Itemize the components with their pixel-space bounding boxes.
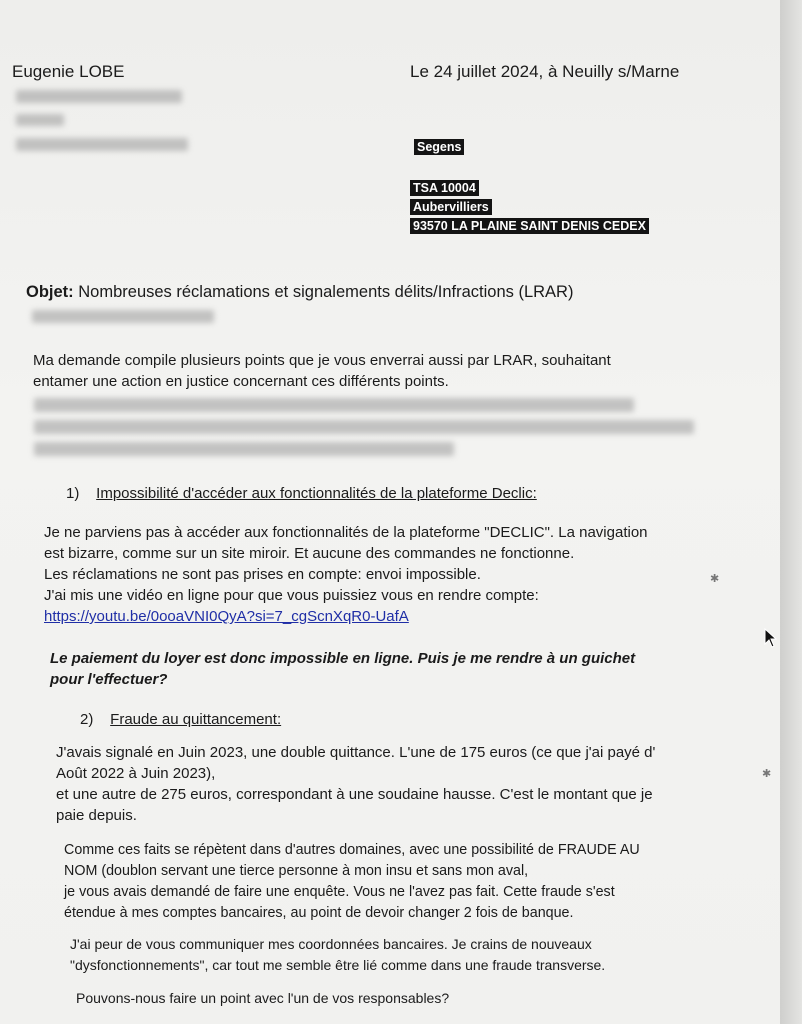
body-line: Comme ces faits se répètent dans d'autres domaines, avec une possibilité de FRAUDE AU xyxy=(64,842,640,858)
paper-mark: ✱ xyxy=(762,768,772,780)
bold-line: Le paiement du loyer est donc impossible en ligne. Puis je me rendre à un guichet xyxy=(50,650,636,667)
subject-label: Objet: xyxy=(26,283,74,301)
section-number: 1) xyxy=(66,485,80,502)
redacted-reference xyxy=(32,310,214,323)
body-line: J'ai peur de vous communiquer mes coordonnées bancaires. Je crains de nouveaux xyxy=(70,936,592,952)
section-2-paragraph-1 xyxy=(56,742,655,826)
intro-line: entamer une action en justice concernant ces différents points. xyxy=(33,373,449,390)
body-line: J'ai mis une vidéo en ligne pour que vous puissiez vous en rendre compte: xyxy=(44,587,539,604)
redacted-text-line xyxy=(34,398,634,412)
section-1-heading xyxy=(66,485,537,502)
video-link[interactable]: https://youtu.be/0ooaVNI0QyA?si=7_cgScnXqR0-UafA xyxy=(44,608,409,625)
body-line: "dysfonctionnements", car tout me semble être lié comme dans une fraude transverse. xyxy=(70,957,606,973)
recipient-name: Segens xyxy=(414,139,464,155)
section-2-paragraph-4 xyxy=(76,988,449,1009)
section-title: Impossibilité d'accéder aux fonctionnalités de la plateforme Declic: xyxy=(96,485,537,502)
body-line: et une autre de 275 euros, correspondant à une soudaine hausse. C'est le montant que je xyxy=(56,786,653,803)
redacted-address-line xyxy=(16,138,188,151)
redacted-text-line xyxy=(34,442,454,456)
intro-paragraph xyxy=(33,350,611,392)
intro-line: Ma demande compile plusieurs points que je vous enverrai aussi par LRAR, souhaitant xyxy=(33,352,611,369)
paper-mark: ✱ xyxy=(710,573,720,585)
body-line: J'avais signalé en Juin 2023, une double quittance. L'une de 175 euros (ce que j'ai payé d' xyxy=(56,744,656,761)
rent-payment-question xyxy=(50,648,635,690)
section-2-heading xyxy=(80,711,281,728)
body-line: Les réclamations ne sont pas prises en compte: envoi impossible. xyxy=(44,566,481,583)
scan-edge xyxy=(780,0,802,1024)
section-2-paragraph-3 xyxy=(70,934,605,976)
body-line: étendue à mes comptes bancaires, au point de devoir changer 2 fois de banque. xyxy=(64,905,574,921)
bold-line: pour l'effectuer? xyxy=(50,671,168,688)
redacted-address-line xyxy=(16,114,64,126)
subject-line xyxy=(26,283,573,302)
date-place: Le 24 juillet 2024, à Neuilly s/Marne xyxy=(410,62,680,81)
recipient-address-line: 93570 LA PLAINE SAINT DENIS CEDEX xyxy=(410,218,649,234)
subject-text: Nombreuses réclamations et signalements délits/Infractions (LRAR) xyxy=(78,283,574,301)
body-line: Je ne parviens pas à accéder aux fonctionnalités de la plateforme "DECLIC". La navigation xyxy=(44,524,648,541)
sender-name: Eugenie LOBE xyxy=(12,62,125,81)
body-line: NOM (doublon servant une tierce personne à mon insu et sans mon aval, xyxy=(64,863,529,879)
section-1-body xyxy=(44,522,648,627)
redacted-address-line xyxy=(16,90,182,103)
section-title: Fraude au quittancement: xyxy=(110,711,282,728)
body-line: je vous avais demandé de faire une enquête. Vous ne l'avez pas fait. Cette fraude s'est xyxy=(64,884,615,900)
body-line: paie depuis. xyxy=(56,807,137,824)
body-line: Pouvons-nous faire un point avec l'un de vos responsables? xyxy=(76,990,450,1006)
mouse-pointer-icon xyxy=(764,628,778,648)
recipient-address-line: TSA 10004 xyxy=(410,180,479,196)
section-number: 2) xyxy=(80,711,94,728)
body-line: est bizarre, comme sur un site miroir. Et aucune des commandes ne fonctionne. xyxy=(44,545,575,562)
redacted-text-line xyxy=(34,420,694,434)
body-line: Août 2022 à Juin 2023), xyxy=(56,765,216,782)
recipient-address-line: Aubervilliers xyxy=(410,199,492,215)
section-2-paragraph-2 xyxy=(64,840,640,924)
